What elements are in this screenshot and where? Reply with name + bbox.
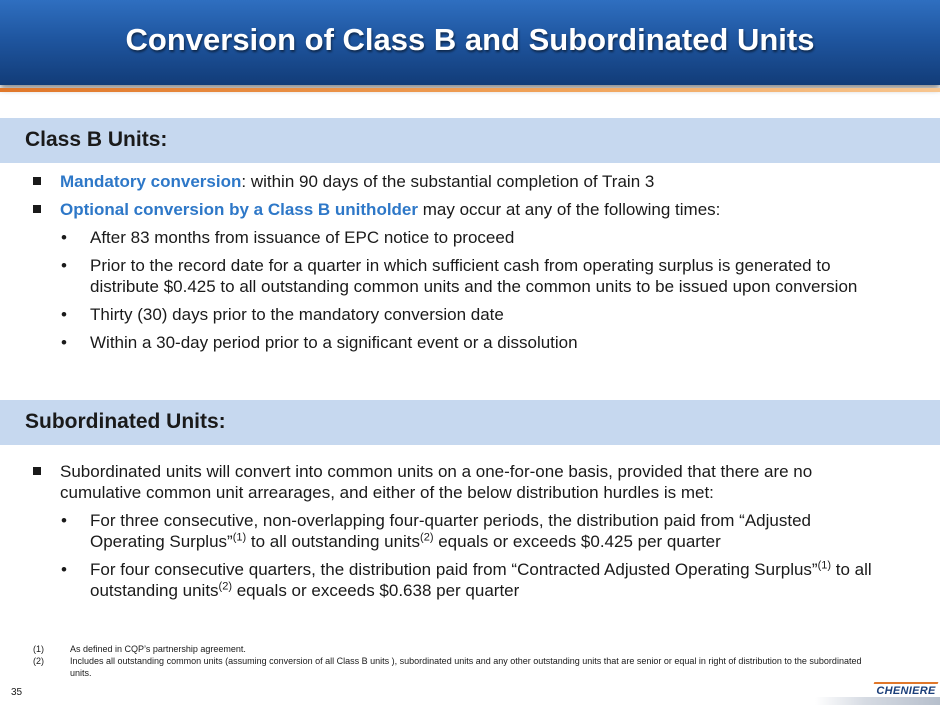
- footnote-number: (2): [33, 656, 44, 666]
- round-bullet-icon: •: [61, 560, 67, 579]
- class-b-bullet-list: [0, 171, 940, 360]
- page-number: 35: [11, 687, 23, 698]
- list-item: [0, 227, 940, 248]
- footnote-number: (1): [33, 644, 44, 654]
- footnote-ref: (2): [420, 531, 434, 544]
- square-bullet-icon: [33, 467, 41, 475]
- list-item: [0, 199, 940, 220]
- title-bar: [0, 0, 940, 85]
- footnote: [33, 655, 873, 679]
- sub-bullet-text: Thirty (30) days prior to the mandatory conversion date: [90, 305, 504, 324]
- footnotes: [33, 643, 873, 679]
- round-bullet-icon: •: [61, 333, 67, 352]
- list-item: [0, 559, 940, 601]
- list-item: [0, 171, 940, 192]
- subordinated-section-header: [0, 400, 940, 445]
- footnote-text: Includes all outstanding common units (assuming conversion of all Class B units ), subordinated units and any other outstanding units that are senior or equal in right of distribution to the subordinated units.: [70, 656, 862, 678]
- round-bullet-icon: •: [61, 305, 67, 324]
- class-b-heading: Class B Units:: [25, 128, 168, 151]
- sub-bullet-text: After 83 months from issuance of EPC notice to proceed: [90, 228, 515, 247]
- square-bullet-icon: [33, 177, 41, 185]
- bullet-highlight: Mandatory conversion: [60, 172, 242, 191]
- bullet-text: Subordinated units will convert into common units on a one-for-one basis, provided that there are no cumulative common unit arrearages, and either of the below distribution hurdles is met:: [60, 462, 813, 502]
- round-bullet-icon: •: [61, 228, 67, 247]
- round-bullet-icon: •: [61, 256, 67, 275]
- footnote-text: As defined in CQP’s partnership agreement.: [70, 644, 246, 654]
- class-b-section-header: [0, 118, 940, 163]
- logo-stripe-icon: [874, 682, 939, 684]
- sub-bullet-text: For three consecutive, non-overlapping four-quarter periods, the distribution paid from “Adjusted Operating Surplus”: [90, 511, 811, 551]
- sub-bullet-text: Within a 30-day period prior to a significant event or a dissolution: [90, 333, 578, 352]
- accent-rule: [0, 88, 940, 92]
- sub-bullet-text: For four consecutive quarters, the distribution paid from “Contracted Adjusted Operating Surplus”: [90, 560, 818, 579]
- list-item: [0, 304, 940, 325]
- bullet-highlight: Optional conversion by a Class B unitholder: [60, 200, 419, 219]
- bullet-text: : within 90 days of the substantial completion of Train 3: [241, 172, 655, 191]
- list-item: [0, 461, 940, 503]
- sub-bullet-text: equals or exceeds $0.425 per quarter: [433, 532, 721, 551]
- square-bullet-icon: [33, 205, 41, 213]
- subordinated-heading: Subordinated Units:: [25, 410, 226, 433]
- footnote-ref: (1): [817, 559, 832, 572]
- list-item: [0, 255, 940, 297]
- sub-bullet-text: equals or exceeds $0.638 per quarter: [232, 581, 520, 600]
- bullet-text: may occur at any of the following times:: [418, 200, 721, 219]
- list-item: [0, 510, 940, 552]
- sub-bullet-text: to all outstanding units: [246, 532, 421, 551]
- sub-bullet-text: to all outstanding units: [90, 560, 872, 600]
- list-item: [0, 332, 940, 353]
- subordinated-bullet-list: [0, 461, 940, 608]
- page-title: Conversion of Class B and Subordinated Units: [125, 22, 815, 57]
- footnote-ref: (1): [232, 531, 247, 544]
- footnote-ref: (2): [218, 580, 232, 593]
- round-bullet-icon: •: [61, 511, 67, 530]
- cheniere-logo: [872, 681, 940, 705]
- footnote: [33, 643, 873, 655]
- logo-text: CHENIERE: [876, 685, 936, 697]
- sub-bullet-text: Prior to the record date for a quarter in which sufficient cash from operating surplus is generated to distribute $0.425 to all outstanding common units and the common units to be issued upon conversion: [90, 256, 858, 296]
